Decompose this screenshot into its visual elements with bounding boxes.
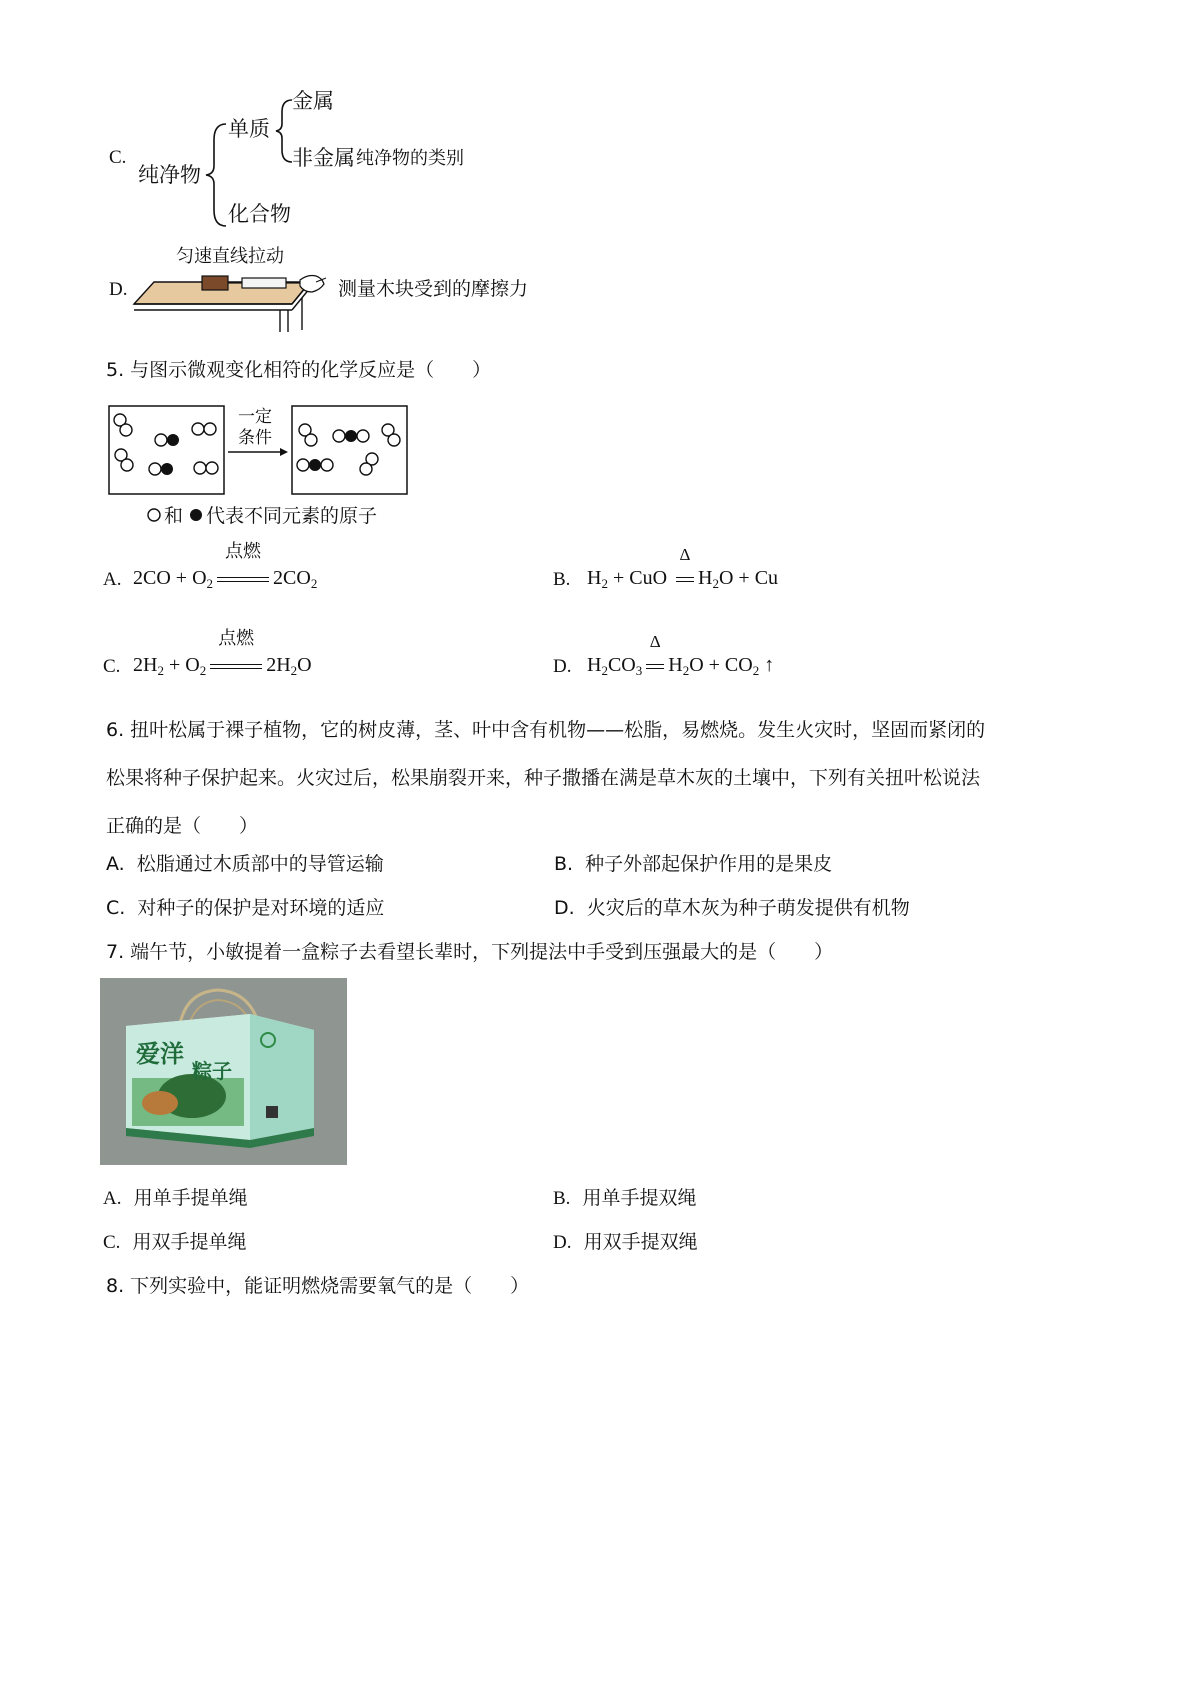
legend-white-atom <box>148 509 160 521</box>
tree-root-text: 纯净物 <box>138 163 201 187</box>
box-product-text: 粽子 <box>192 1059 232 1083</box>
box-brand-text: 爱洋 <box>136 1039 184 1068</box>
tree-branch-compound: 化合物 <box>228 202 291 226</box>
tree-leaf-nonmetal: 非金属 <box>292 146 355 170</box>
friction-caption: 测量木块受到的摩擦力 <box>338 278 529 300</box>
legend-and: 和 <box>164 505 184 527</box>
option-c-label: C. <box>109 147 127 168</box>
zongzi-gift-box-image <box>100 978 347 1165</box>
option-d-label: D. <box>109 279 128 300</box>
q5-option-b-equation[interactable]: $H_2$ + CuO Δ $H_2O + Cu$ <box>587 545 779 591</box>
q6-stem <box>106 706 1106 850</box>
q6-stem-line1: 6. 扭叶松属于裸子植物，它的树皮薄，茎、叶中含有机物——松脂，易燃烧。发生火灾时，坚固而紧闭的 <box>106 719 986 741</box>
q6-option-b[interactable]: B. 种子外部起保护作用的是果皮 <box>554 853 833 875</box>
wooden-block <box>202 276 228 290</box>
q6-stem-line3: 正确的是（ ） <box>106 815 259 837</box>
friction-experiment-diagram <box>128 240 558 335</box>
micro-reaction-diagram <box>108 405 413 530</box>
q7-option-b[interactable]: B. 用单手提双绳 <box>553 1187 697 1209</box>
hand-icon <box>300 276 324 293</box>
legend-black-atom <box>190 509 202 521</box>
q8-stem: 8. 下列实验中，能证明燃烧需要氧气的是（ ） <box>106 1275 530 1297</box>
tree-branch-simple-substance: 单质 <box>228 117 270 141</box>
friction-top-text: 匀速直线拉动 <box>176 246 284 267</box>
spring-scale <box>242 278 286 288</box>
q7-option-d[interactable]: D. 用双手提双绳 <box>553 1231 698 1253</box>
q7-option-a[interactable]: A. 用单手提单绳 <box>103 1187 248 1209</box>
q6-option-a[interactable]: A. 松脂通过木质部中的导管运输 <box>106 853 384 875</box>
arrow-text-1: 一定 <box>238 407 272 427</box>
q5-option-b-label[interactable]: B. <box>553 569 571 590</box>
q5-option-d-equation[interactable]: $H_2CO_3$ Δ $H_2O + CO_2$ ↑ <box>587 632 775 678</box>
tree-brace-large <box>206 124 226 226</box>
q5-option-c-label[interactable]: C. <box>103 656 121 677</box>
tree-caption: 纯净物的类别 <box>356 148 464 169</box>
products-box <box>292 406 407 494</box>
q6-option-c[interactable]: C. 对种子的保护是对环境的适应 <box>106 897 385 919</box>
q5-option-c-equation[interactable]: $2H_2 + O_2$ 点燃 $2H_2O$ <box>133 628 312 678</box>
black-atom <box>167 434 179 446</box>
q5-option-a-equation[interactable]: $2CO + O_2$ 点燃 $2CO_2$ <box>133 541 318 591</box>
q6-stem-line2: 松果将种子保护起来。火灾过后，松果崩裂开来，种子撒播在满是草木灰的土壤中，下列有关扭叶松说法 <box>106 767 981 789</box>
q5-stem: 5. 与图示微观变化相符的化学反应是（ ） <box>106 359 492 381</box>
legend-caption: 代表不同元素的原子 <box>206 505 378 527</box>
q7-stem: 7. 端午节，小敏提着一盒粽子去看望长辈时，下列提法中手受到压强最大的是（ ） <box>106 941 834 963</box>
tree-leaf-metal: 金属 <box>292 89 334 113</box>
q5-option-d-label[interactable]: D. <box>553 656 572 677</box>
q5-option-a-label[interactable]: A. <box>103 569 122 590</box>
q7-option-c[interactable]: C. 用双手提单绳 <box>103 1231 247 1253</box>
arrow-text-2: 条件 <box>238 428 272 448</box>
tree-brace-small <box>276 100 292 162</box>
pure-substance-tree-diagram <box>130 80 510 250</box>
q6-option-d[interactable]: D. 火灾后的草木灰为种子萌发提供有机物 <box>554 897 910 919</box>
